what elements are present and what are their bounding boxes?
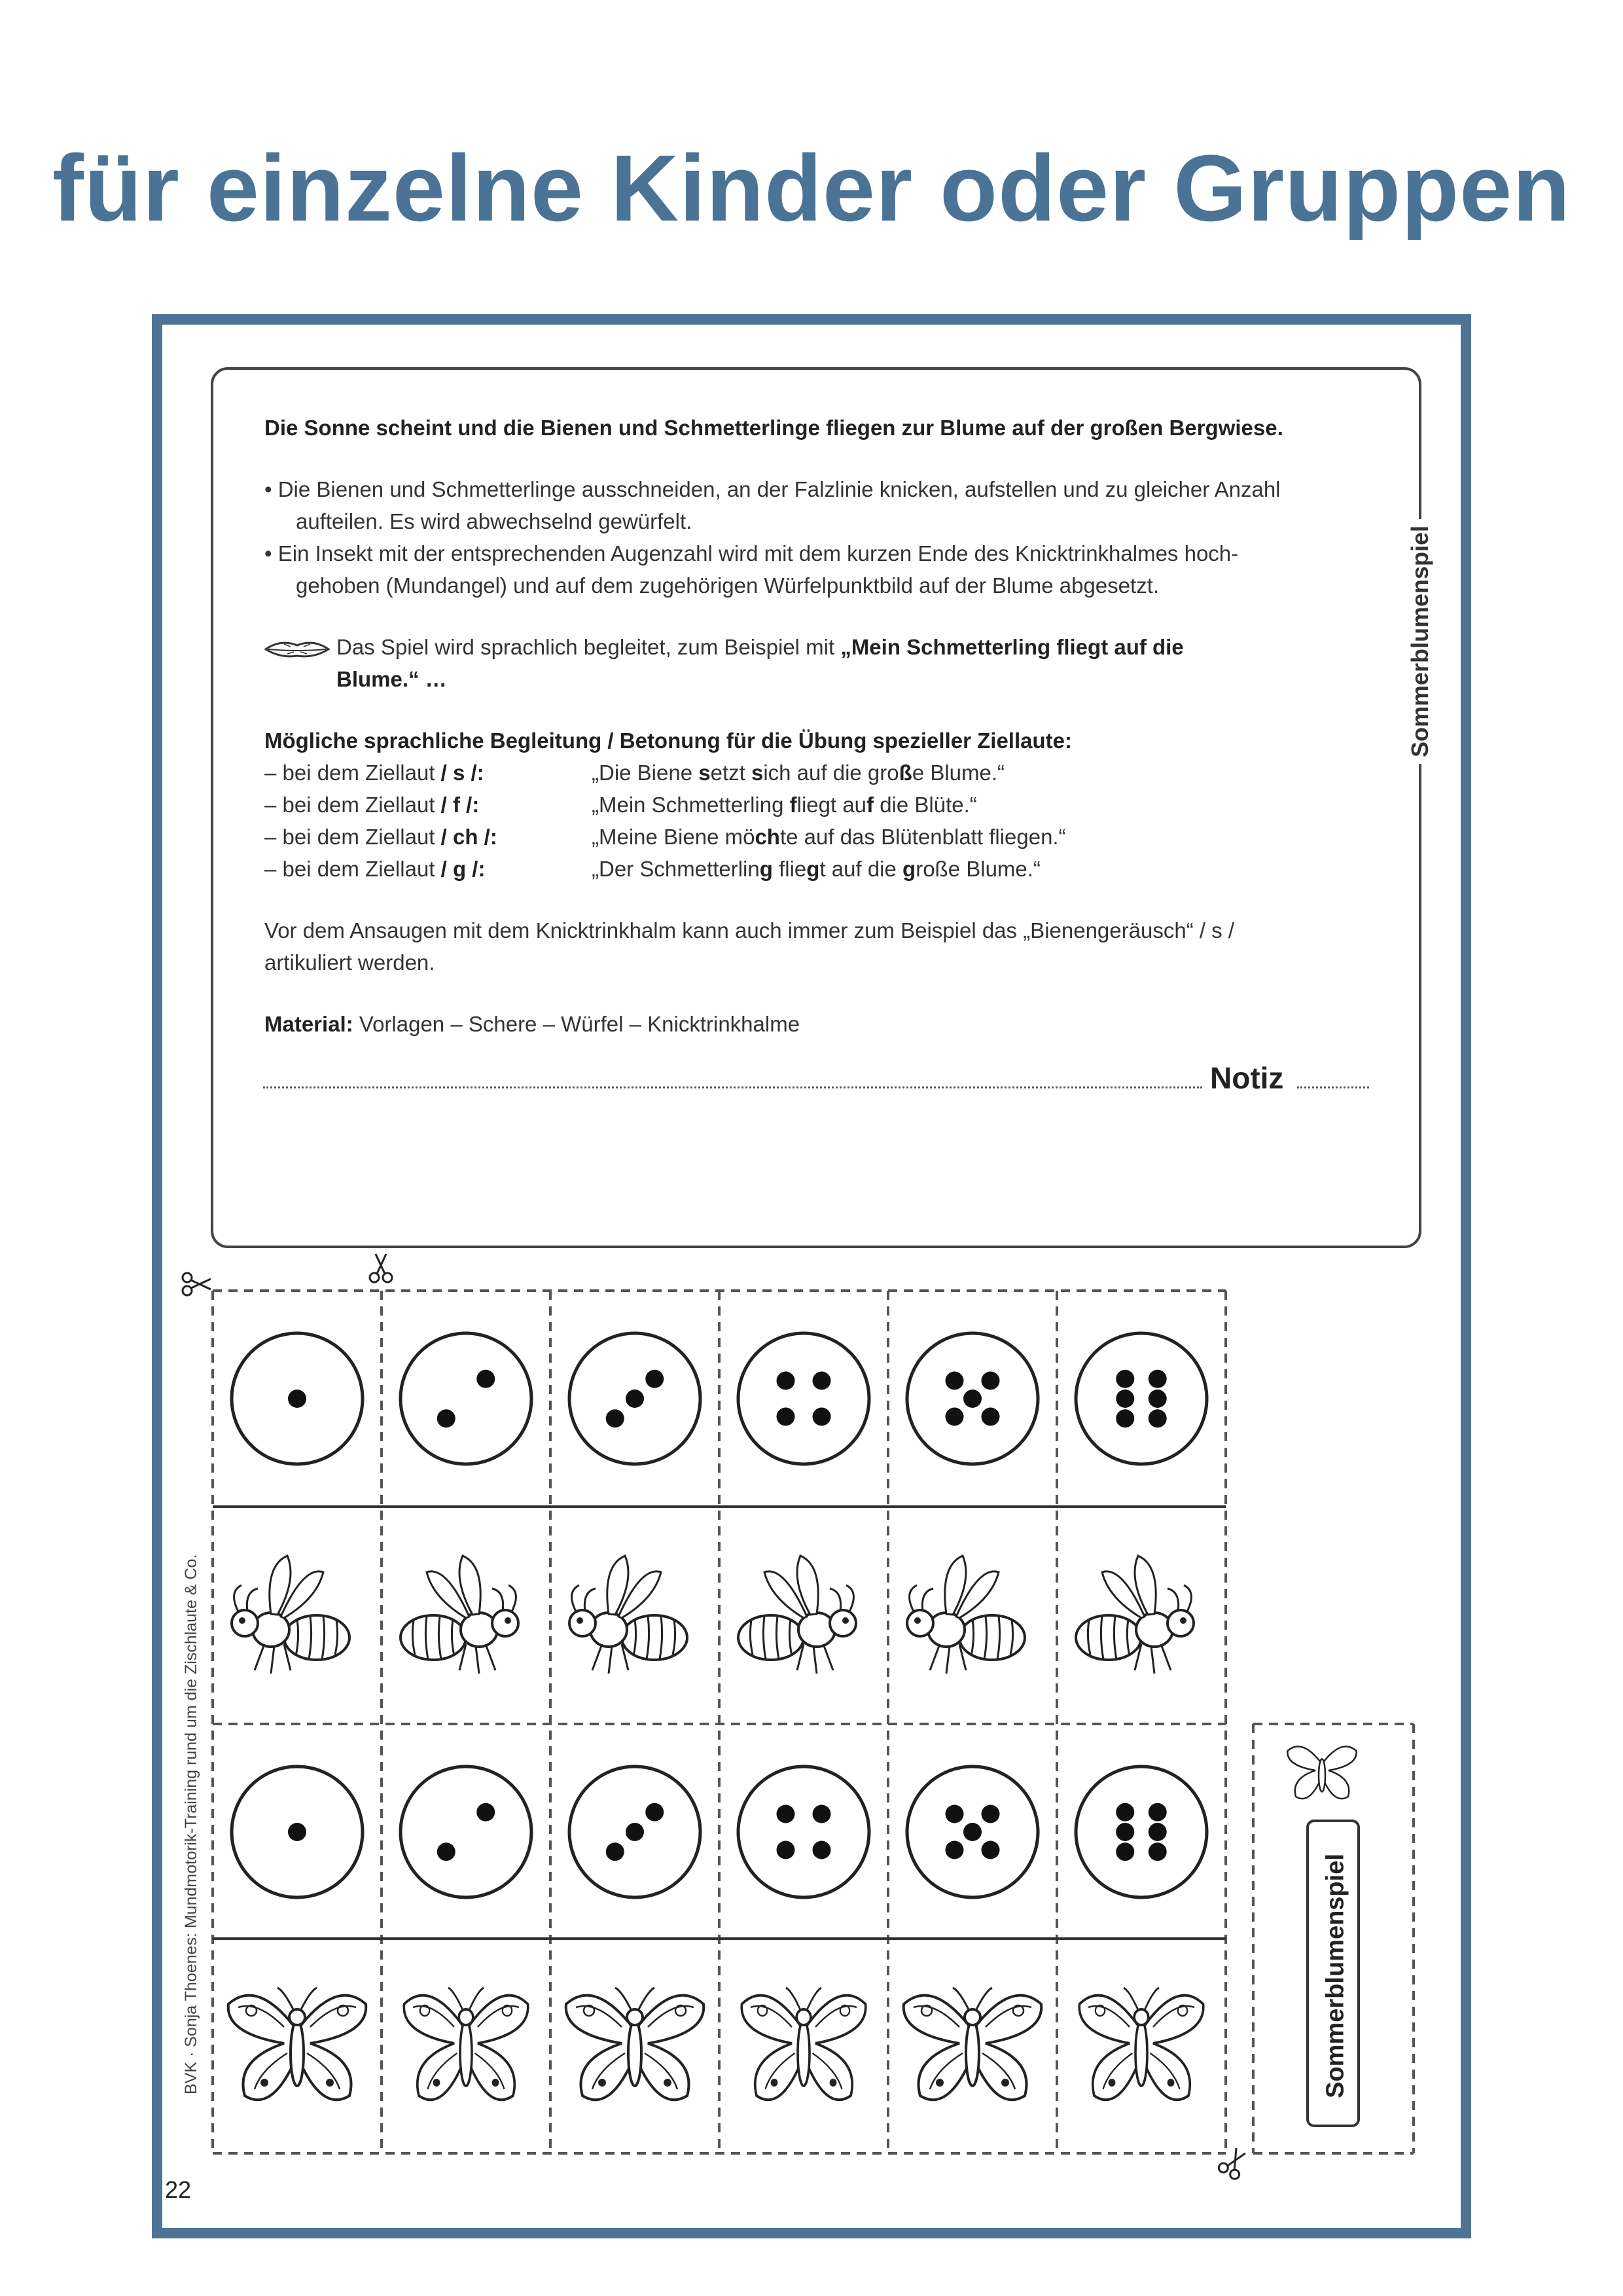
dice-pip [645,1370,664,1388]
dice-pip [437,1842,455,1861]
material-text: Vorlagen – Schere – Würfel – Knicktrinkhalme [353,1012,800,1036]
speech-quote-1: „Mein Schmetterling fliegt auf die [840,635,1184,659]
bee-icon [232,1556,349,1674]
dice-pip [963,1390,982,1408]
dice-pip [626,1823,644,1841]
fold-box-label [1306,1820,1360,2127]
target-emphasis: ch [755,825,780,849]
butterfly-icon [904,1988,1042,2100]
bee-icon [907,1556,1025,1674]
target-text: etzt [710,761,751,785]
dice-pip [946,1805,964,1823]
side-tab-label: Sommerblumenspiel [1406,519,1434,764]
dice-pip [606,1842,624,1861]
page-number: 22 [165,2176,192,2203]
target-text: t auf die [819,857,903,881]
dice-pip [626,1390,644,1408]
target-text: „Die Biene [592,761,699,785]
target-emphasis: f [866,793,874,817]
target-sound: / s /: [440,761,484,785]
target-sound: / f /: [440,793,480,817]
dice-pip [1149,1370,1167,1388]
scissors-icon [1217,2145,1251,2180]
dice-pip [813,1805,831,1823]
speech-quote-2: Blume.“ … [336,667,447,691]
target-text: „Mein Schmetterling [592,793,790,817]
target-emphasis: g [902,857,916,881]
target-sound: / ch /: [440,825,497,849]
material-label: Material: [264,1012,353,1036]
dice-face-6 [1076,1767,1207,1897]
lead-sentence: Die Sonne scheint und die Bienen und Schmetterlinge fliegen zur Blume auf der großen Bergwiese. [264,416,1283,440]
notes-label: Notiz [1210,1061,1284,1095]
dice-pip [813,1841,831,1859]
target-sound: / g /: [440,857,486,881]
target-emphasis: s [698,761,711,785]
dice-face-4 [738,1767,869,1897]
dice-pip [946,1372,964,1390]
dice-pip [1149,1409,1167,1427]
target-text: ich auf die gro [763,761,899,785]
copyright-credit: BVK · Sonja Thoenes: Mundmotorik-Training rund um die Zischlaute & Co. [182,1554,200,2094]
target-prefix: – bei dem Ziellaut [264,857,441,881]
butterfly-icon [404,1988,527,2100]
target-emphasis: g [806,857,820,881]
butterfly-icon [741,1988,865,2100]
dice-pip [982,1408,1000,1426]
dice-pip [1116,1409,1134,1427]
bee-icon [738,1556,856,1674]
dice-pip [777,1841,795,1859]
dice-pip [963,1823,982,1841]
target-text: „Meine Biene mö [592,825,755,849]
scissors-icon [370,1254,392,1282]
dice-pip [982,1372,1000,1390]
dice-pip [1149,1390,1167,1408]
dice-face-6 [1076,1333,1207,1464]
dice-pip [946,1408,964,1426]
dice-pip [813,1408,831,1426]
bullet-2-line-2: gehoben (Mundangel) und auf dem zugehörigen Würfelpunktbild auf der Blume abgesetzt. [296,573,1160,598]
speech-prefix: Das Spiel wird sprachlich begleitet, zum Beispiel mit [336,635,841,659]
butterfly-icon [1287,1746,1356,1799]
dice-pip [288,1823,306,1841]
dice-pip [476,1803,495,1821]
butterfly-icon [228,1988,366,2100]
dice-pip [982,1805,1000,1823]
dice-pip [1116,1842,1134,1861]
dice-pip [946,1841,964,1859]
dice-pip [1149,1842,1167,1861]
dice-pip [606,1409,624,1427]
dice-pip [982,1841,1000,1859]
dice-pip [777,1372,795,1390]
bee-icon [1076,1556,1194,1674]
dice-pip [1149,1823,1167,1841]
target-emphasis: g [759,857,773,881]
dice-face-2 [401,1767,531,1897]
dice-pip [777,1408,795,1426]
dice-pip [437,1409,455,1427]
dice-pip [1149,1803,1167,1821]
dice-pip [645,1803,664,1821]
bullet-1-line-1: • Die Bienen und Schmetterlinge ausschneiden, an der Falzlinie knicken, aufstellen und zu gleicher Anzahl [264,477,1281,501]
target-emphasis: s [751,761,764,785]
suction-line-1: Vor dem Ansaugen mit dem Knicktrinkhalm kann auch immer zum Beispiel das „Bienengeräusch“ / s / [264,918,1235,942]
dice-pip [813,1372,831,1390]
page-headline: für einzelne Kinder oder Gruppen [52,135,1571,241]
target-emphasis: f [789,793,797,817]
dice-pip [1116,1370,1134,1388]
dice-pip [1116,1803,1134,1821]
target-text: roße Blume.“ [916,857,1041,881]
target-text: te auf das Blütenblatt fliegen.“ [779,825,1066,849]
dice-pip [1116,1390,1134,1408]
dice-face-2 [401,1333,531,1464]
target-emphasis: ß [899,761,912,785]
butterfly-icon [566,1988,704,2100]
bullet-2-line-1: • Ein Insekt mit der entsprechenden Augenzahl wird mit dem kurzen Ende des Knicktrinkhalmes hoch- [264,541,1239,565]
target-text: e Blume.“ [912,761,1005,785]
bullet-1-line-2: aufteilen. Es wird abwechselnd gewürfelt. [296,509,692,533]
butterfly-icon [1079,1988,1203,2100]
bee-icon [569,1556,687,1674]
bee-icon [401,1556,518,1674]
dice-face-4 [738,1333,869,1464]
target-heading: Mögliche sprachliche Begleitung / Betonung für die Übung spezieller Ziellaute: [264,728,1072,753]
scissors-icon [183,1273,211,1295]
dice-pip [777,1805,795,1823]
target-text: flie [772,857,807,881]
fold-box-label-text: Sommerblumenspiel [1321,1854,1349,2098]
target-text: die Blüte.“ [874,793,977,817]
dice-pip [288,1390,306,1408]
target-text: „Der Schmetterlin [592,857,760,881]
dice-pip [1116,1823,1134,1841]
suction-line-2: artikuliert werden. [264,950,435,975]
target-text: liegt au [796,793,867,817]
target-prefix: – bei dem Ziellaut [264,825,441,849]
target-prefix: – bei dem Ziellaut [264,761,441,785]
dice-pip [476,1370,495,1388]
target-prefix: – bei dem Ziellaut [264,793,441,817]
